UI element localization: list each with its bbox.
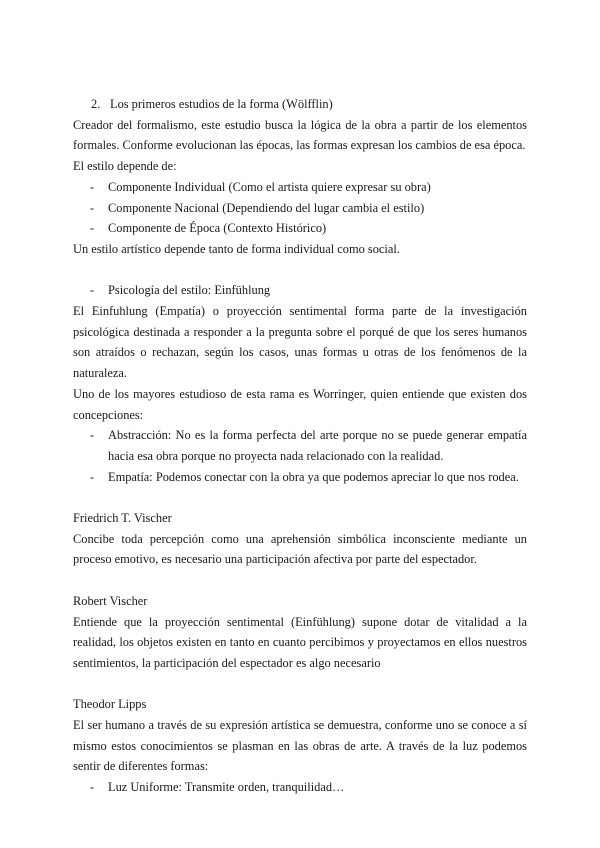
list-item: - Componente de Época (Contexto Histórico) [73,218,527,239]
einfuhlung-paragraph: El Einfuhlung (Empatía) o proyección sentimental forma parte de la investigación psicológica destinada a responder a la pregunta sobre el porqué de que los seres humanos son atraídos o rechazan, según los casos, unas formas u otras de los fenómenos de la naturaleza. [73,304,527,381]
friedrich-paragraph: Concibe toda percepción como una aprehensión simbólica inconsciente mediante un proceso emotivo, es necesario una participación afectiva por parte del espectador. [73,531,527,567]
style-conclusion: Un estilo artístico depende tanto de forma individual como social. [73,241,400,256]
style-intro: El estilo depende de: [73,159,177,174]
robert-paragraph: Entiende que la proyección sentimental (Einfühlung) supone dotar de vitalidad a la realidad, los objetos existen en tanto en cuanto percibimos y proyectamos en ellos nuestros sentimientos, la participación del espectador es algo necesario [73,614,527,670]
light-list [73,777,527,798]
lipps-paragraph: El ser humano a través de su expresión artística se demuestra, conforme uno se conoce a sí mismo estos conocimientos se plasman en las obras de arte. A través de la luz podemos sentir de diferentes formas: [73,718,527,774]
robert-heading: Robert Vischer [73,593,148,608]
list-item: - Empatía: Podemos conectar con la obra ya que podemos apreciar lo que nos rodea. [73,467,527,488]
list-item: - Psicología del estilo: Einfühlung [73,280,527,301]
dash-bullet: - [90,780,95,795]
spacer [73,260,527,281]
spacer [73,674,527,695]
components-list [73,177,527,239]
section-heading [73,94,527,115]
spacer [73,487,527,508]
dash-bullet: - [90,179,95,194]
section-number: 2. [91,97,101,111]
worringer-paragraph: Uno de los mayores estudioso de esta rama es Worringer, quien entiende que existen dos concepciones: [73,386,527,422]
dash-bullet: - [90,469,95,484]
spacer [73,570,527,591]
list-item: - Luz Uniforme: Transmite orden, tranquilidad… [73,777,527,798]
dash-bullet: - [90,428,95,443]
friedrich-heading: Friedrich T. Vischer [73,511,172,526]
psychology-list [73,280,527,301]
list-item: - Abstracción: No es la forma perfecta del arte porque no se puede generar empatía hacia esa obra porque no proyecta nada relacionado con la realidad. [73,425,527,466]
dash-bullet: - [90,221,95,236]
document-body [73,94,527,798]
formalism-paragraph: Creador del formalismo, este estudio busca la lógica de la obra a partir de los elementos formales. Conforme evolucionan las épocas, las formas expresan los cambios de esa época. [73,117,527,153]
dash-bullet: - [90,200,95,215]
dash-bullet: - [90,283,95,298]
list-item: - Componente Individual (Como el artista quiere expresar su obra) [73,177,527,198]
concepts-list [73,425,527,487]
section-title: Los primeros estudios de la forma (Wölfflin) [110,97,333,111]
list-item: - Componente Nacional (Dependiendo del lugar cambia el estilo) [73,198,527,219]
lipps-heading: Theodor Lipps [73,697,147,712]
